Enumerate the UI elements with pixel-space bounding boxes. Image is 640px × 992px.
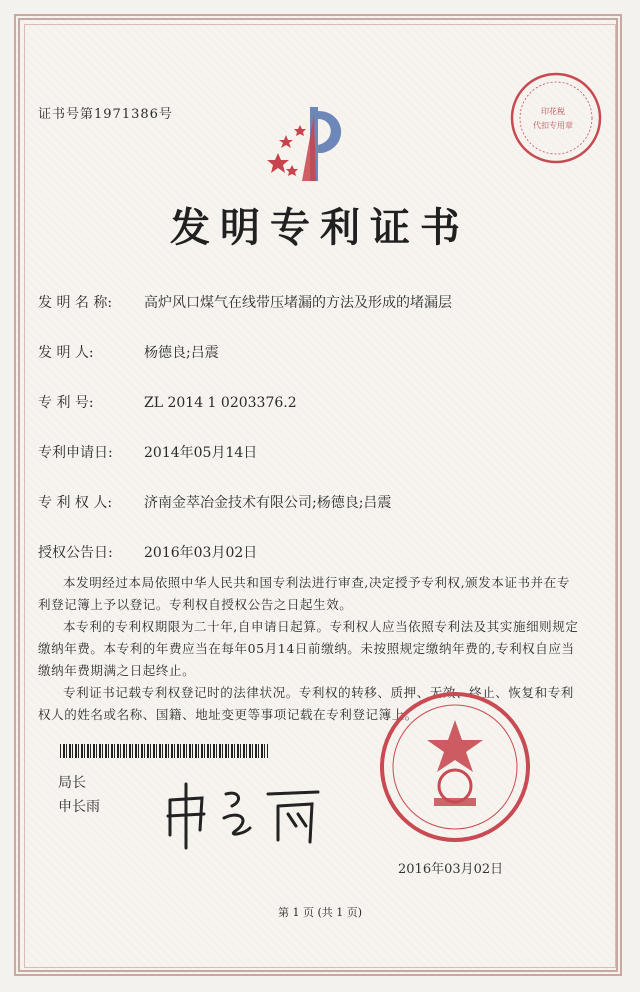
handwritten-signature-icon <box>160 770 330 850</box>
seal-date: 2016年03月02日 <box>398 862 504 877</box>
barcode <box>60 744 268 758</box>
stamp-duty-seal-text: 印花税 <box>541 107 565 116</box>
field-grant-date <box>38 542 257 562</box>
field-label: 发 明 人: <box>38 345 94 361</box>
field-label: 授权公告日: <box>38 545 113 561</box>
page-footer: 第 1 页 (共 1 页) <box>277 906 363 919</box>
field-inventor <box>38 342 219 362</box>
stamp-duty-seal-icon <box>508 70 604 166</box>
field-patentee <box>38 492 391 512</box>
patent-office-official-seal-icon <box>378 690 532 844</box>
certificate-title: 发明专利证书 <box>170 204 470 251</box>
field-label: 专 利 号: <box>38 395 94 411</box>
body-paragraph-term: 本专利的专利权期限为二十年,自申请日起算。专利权人应当依照专利法及其实施细则规定缴纳年费。本专利的年费应当在每年05月14日前缴纳。未按照规定缴纳年费的,专利权自应当缴纳年费期满之日起终止。 <box>38 619 579 678</box>
field-label: 发 明 名 称: <box>38 295 113 311</box>
field-value: 杨德良;吕震 <box>144 345 219 361</box>
field-invention-name <box>38 292 452 312</box>
director-name: 申长雨 <box>58 799 100 815</box>
certificate-number: 证书号第1971386号 <box>38 107 173 122</box>
field-application-date <box>38 442 257 462</box>
field-patent-number <box>38 392 297 412</box>
patent-office-logo-icon <box>258 95 354 185</box>
field-value: ZL 2014 1 0203376.2 <box>144 395 297 411</box>
field-label: 专利申请日: <box>38 445 113 461</box>
body-paragraph-legal-status: 专利证书记载专利权登记时的法律状况。专利权的转移、质押、无效、终止、恢复和专利权人的姓名或名称、国籍、地址变更等事项记载在专利登记簿上。 <box>38 685 574 722</box>
field-value: 2016年03月02日 <box>144 545 258 561</box>
field-value: 济南金萃冶金技术有限公司;杨德良;吕震 <box>144 495 392 511</box>
stamp-duty-seal-subtext: 代扣专用章 <box>533 121 573 130</box>
field-value: 高炉风口煤气在线带压堵漏的方法及形成的堵漏层 <box>144 295 452 311</box>
field-value: 2014年05月14日 <box>144 445 258 461</box>
field-label: 专 利 权 人: <box>38 495 113 511</box>
director-title: 局长 <box>58 775 86 791</box>
body-paragraph-grant: 本发明经过本局依照中华人民共和国专利法进行审查,决定授予专利权,颁发本证书并在专利登记簿上予以登记。专利权自授权公告之日起生效。 <box>38 575 570 612</box>
